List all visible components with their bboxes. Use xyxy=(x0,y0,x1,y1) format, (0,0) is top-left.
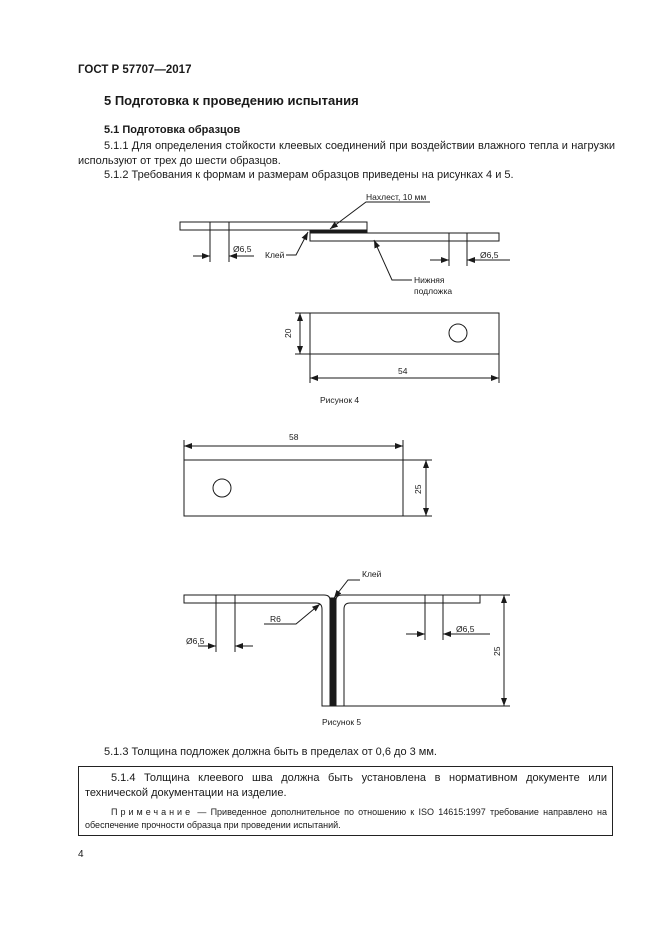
paragraph-5-1-2: 5.1.2 Требования к формам и размерам образцов приведены на рисунках 4 и 5. xyxy=(104,169,514,181)
substrate-label-line2: подложка xyxy=(414,286,453,296)
boxed-clause xyxy=(78,766,613,836)
fig4-hole-left-label: Ø6,5 xyxy=(233,244,252,254)
paragraph-5-1-4: 5.1.4 Толщина клеевого шва должна быть установлена в нормативном документе или технической документации на изделие. xyxy=(85,772,607,799)
fig4-length-label: 54 xyxy=(398,366,408,376)
fig5-glue-label: Клей xyxy=(362,569,382,579)
subsection-title: 5.1 Подготовка образцов xyxy=(104,124,241,136)
upper-substrate xyxy=(180,222,367,230)
lower-substrate xyxy=(310,233,499,241)
paragraph-5-1-1: 5.1.1 Для определения стойкости клеевых соединений при воздействии влажного тепла и нагрузки используют от трех до шести образцов. xyxy=(78,140,615,167)
glue-layer xyxy=(310,230,367,233)
figure4-caption: Рисунок 4 xyxy=(320,395,360,405)
right-bent-strip xyxy=(336,595,480,706)
document-header: ГОСТ Р 57707—2017 xyxy=(78,64,192,76)
radius-label: R6 xyxy=(270,614,281,624)
glue-seam xyxy=(330,598,336,706)
substrate-label-line1: Нижняя xyxy=(414,275,445,285)
fig5-width-label: 25 xyxy=(413,484,423,494)
note-text: — Приведенное дополнительное по отношению к ISO 14615:1997 требование направлено на обеспечение прочности образца при проведении испытаний. xyxy=(85,807,607,830)
fig4-glue-label: Клей xyxy=(265,250,285,260)
fig5-hole-right-label: Ø6,5 xyxy=(456,624,475,634)
fig4-hole-right-label: Ø6,5 xyxy=(480,250,499,260)
overlap-label: Нахлест, 10 мм xyxy=(366,192,427,202)
fig4-width-label: 20 xyxy=(283,328,293,338)
fig5-hole xyxy=(213,479,231,497)
fig5-hole-left-label: Ø6,5 xyxy=(186,636,205,646)
note xyxy=(85,806,607,832)
fig5-length-label: 58 xyxy=(289,432,299,442)
page-number: 4 xyxy=(78,849,84,860)
section-title: 5 Подготовка к проведению испытания xyxy=(104,93,359,108)
fig4-plate xyxy=(310,313,499,354)
fig5-plate xyxy=(184,460,403,516)
paragraph-5-1-3: 5.1.3 Толщина подложек должна быть в пределах от 0,6 до 3 мм. xyxy=(104,746,437,758)
fig4-hole xyxy=(449,324,467,342)
left-bent-strip xyxy=(184,595,330,706)
fig5-height-label: 25 xyxy=(492,646,502,656)
note-label: Примечание xyxy=(111,807,194,817)
figure5-caption: Рисунок 5 xyxy=(322,717,362,727)
